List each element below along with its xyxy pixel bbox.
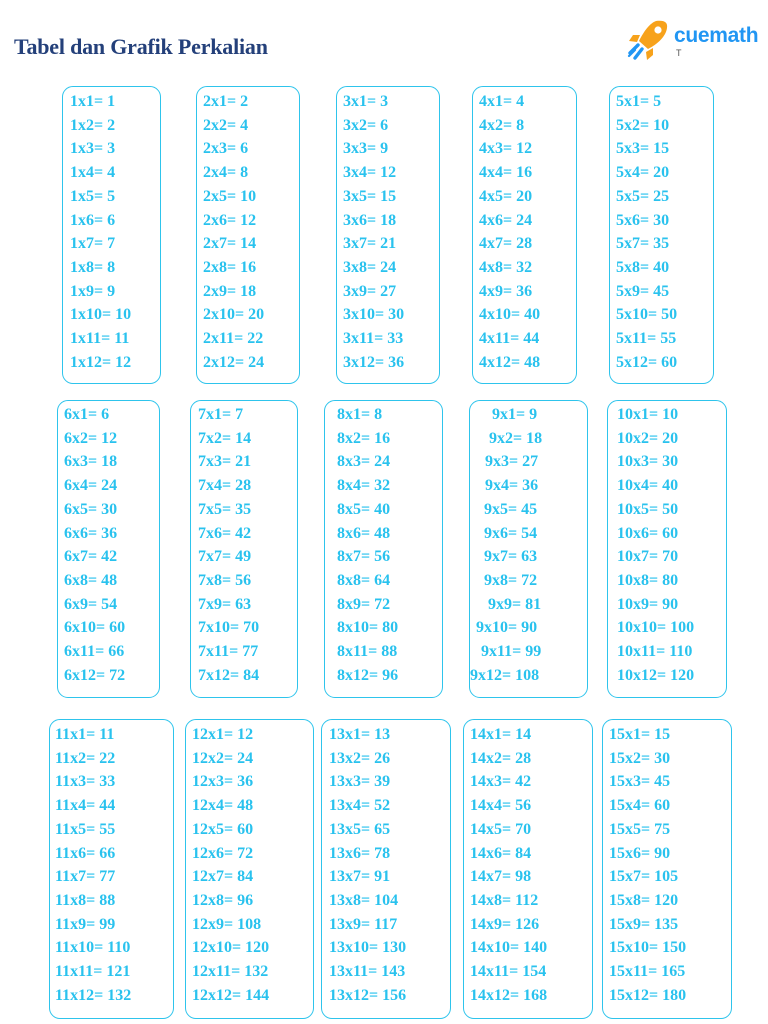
- table-row: 4x9= 36: [479, 282, 533, 300]
- table-row: 3x8= 24: [343, 258, 397, 276]
- table-row: 12x4= 48: [192, 797, 254, 815]
- table-row: 9x10= 90: [476, 619, 538, 637]
- table-row: 13x3= 39: [329, 773, 391, 791]
- table-row: 12x8= 96: [192, 891, 254, 909]
- logo-text: cuemath: [674, 24, 759, 47]
- table-row: 13x1= 13: [329, 726, 391, 743]
- table-row: 8x12= 96: [337, 666, 399, 684]
- table-row: 2x6= 12: [203, 211, 257, 229]
- table-row: 1x12= 12: [70, 353, 132, 371]
- table-row: 15x6= 90: [609, 844, 671, 862]
- table-row: 11x9= 99: [55, 915, 116, 933]
- table-row: 5x7= 35: [616, 235, 670, 253]
- table-row: 1x11= 11: [70, 330, 130, 347]
- table-row: 5x10= 50: [616, 306, 678, 324]
- table-row: 12x5= 60: [192, 820, 254, 838]
- table-row: 8x3= 24: [337, 453, 391, 471]
- table-row: 9x1= 9: [492, 406, 538, 423]
- table-row: 6x12= 72: [64, 666, 126, 684]
- table-row: 8x6= 48: [337, 524, 391, 542]
- table-row: 3x1= 3: [343, 93, 389, 110]
- table-row: 13x9= 117: [329, 915, 398, 933]
- table-row: 9x9= 81: [488, 595, 542, 613]
- table-row: 5x9= 45: [616, 282, 670, 300]
- table-row: 7x3= 21: [198, 453, 252, 471]
- table-row: 12x7= 84: [192, 868, 254, 886]
- table-row: 13x4= 52: [329, 797, 391, 815]
- table-row: 8x11= 88: [337, 643, 398, 660]
- table-row: 6x4= 24: [64, 477, 118, 495]
- table-row: 8x7= 56: [337, 548, 391, 566]
- table-row: 2x3= 6: [203, 140, 249, 158]
- table-row: 14x8= 112: [470, 891, 539, 909]
- table-row: 8x1= 8: [337, 406, 383, 423]
- table-row: 10x2= 20: [617, 429, 679, 447]
- table-row: 6x2= 12: [64, 429, 118, 447]
- table-row: 4x10= 40: [479, 306, 541, 324]
- table-row: 15x12= 180: [609, 986, 687, 1004]
- table-row: 2x4= 8: [203, 164, 249, 182]
- table-row: 9x8= 72: [484, 571, 538, 589]
- table-row: 2x8= 16: [203, 258, 257, 276]
- table-row: 12x9= 108: [192, 915, 262, 933]
- table-row: 13x12= 156: [329, 986, 407, 1004]
- table-row: 14x2= 28: [470, 749, 532, 767]
- table-row: 5x5= 25: [616, 187, 670, 205]
- table-row: 2x5= 10: [203, 187, 257, 205]
- table-row: 4x11= 44: [479, 330, 540, 347]
- table-row: 9x2= 18: [489, 429, 543, 447]
- table-row: 1x7= 7: [70, 235, 116, 253]
- cuemath-logo: [626, 18, 762, 64]
- table-row: 7x10= 70: [198, 619, 260, 637]
- table-row: 14x12= 168: [470, 986, 548, 1004]
- table-row: 4x5= 20: [479, 187, 533, 205]
- table-row: 10x6= 60: [617, 524, 679, 542]
- table-row: 15x4= 60: [609, 797, 671, 815]
- table-row: 1x5= 5: [70, 187, 116, 205]
- table-row: 8x9= 72: [337, 595, 391, 613]
- table-row: 5x6= 30: [616, 211, 670, 229]
- table-row: 14x4= 56: [470, 797, 532, 815]
- table-row: 3x10= 30: [343, 306, 405, 324]
- rocket-icon: [626, 18, 670, 64]
- table-row: 2x10= 20: [203, 306, 265, 324]
- table-row: 1x6= 6: [70, 211, 116, 229]
- table-row: 10x8= 80: [617, 571, 679, 589]
- table-row: 6x1= 6: [64, 406, 110, 423]
- table-row: 12x3= 36: [192, 773, 254, 791]
- table-row: 1x10= 10: [70, 306, 132, 324]
- table-row: 1x1= 1: [70, 93, 116, 110]
- table-row: 3x11= 33: [343, 330, 404, 347]
- table-row: 1x9= 9: [70, 282, 116, 300]
- table-row: 8x2= 16: [337, 429, 391, 447]
- table-row: 10x5= 50: [617, 500, 679, 518]
- table-row: 13x2= 26: [329, 749, 391, 767]
- table-row: 3x5= 15: [343, 187, 397, 205]
- table-row: 7x1= 7: [198, 406, 244, 423]
- table-row: 10x7= 70: [617, 548, 679, 566]
- table-row: 14x6= 84: [470, 844, 532, 862]
- table-row: 4x6= 24: [479, 211, 533, 229]
- table-row: 13x7= 91: [329, 868, 391, 886]
- table-row: 4x3= 12: [479, 140, 533, 158]
- table-row: 5x11= 55: [616, 330, 677, 347]
- table-row: 15x2= 30: [609, 749, 671, 767]
- table-row: 10x4= 40: [617, 477, 679, 495]
- table-row: 9x7= 63: [484, 548, 538, 566]
- table-row: 7x6= 42: [198, 524, 252, 542]
- table-row: 13x11= 143: [329, 963, 406, 980]
- table-row: 12x2= 24: [192, 749, 254, 767]
- table-row: 14x3= 42: [470, 773, 532, 791]
- table-row: 3x2= 6: [343, 116, 389, 134]
- table-row: 5x1= 5: [616, 93, 662, 110]
- table-row: 10x3= 30: [617, 453, 679, 471]
- table-row: 4x7= 28: [479, 235, 533, 253]
- table-row: 2x9= 18: [203, 282, 257, 300]
- page-title: Tabel dan Grafik Perkalian: [14, 34, 268, 59]
- table-row: 2x2= 4: [203, 116, 249, 134]
- table-row: 15x9= 135: [609, 915, 679, 933]
- table-row: 6x5= 30: [64, 500, 118, 518]
- table-row: 9x12= 108: [470, 666, 540, 684]
- table-row: 9x6= 54: [484, 524, 538, 542]
- table-row: 14x5= 70: [470, 820, 532, 838]
- table-row: 3x6= 18: [343, 211, 397, 229]
- table-row: 14x7= 98: [470, 868, 532, 886]
- table-row: 14x11= 154: [470, 963, 547, 980]
- table-row: 7x7= 49: [198, 548, 252, 566]
- table-row: 11x4= 44: [55, 797, 116, 815]
- table-row: 7x4= 28: [198, 477, 252, 495]
- table-row: 15x11= 165: [609, 963, 686, 980]
- table-row: 7x11= 77: [198, 643, 259, 660]
- table-row: 7x12= 84: [198, 666, 260, 684]
- table-row: 4x12= 48: [479, 353, 541, 371]
- table-row: 5x8= 40: [616, 258, 670, 276]
- table-row: 12x1= 12: [192, 726, 254, 743]
- table-row: 15x1= 15: [609, 726, 671, 743]
- table-row: 7x8= 56: [198, 571, 252, 589]
- table-row: 4x4= 16: [479, 164, 533, 182]
- table-row: 2x12= 24: [203, 353, 265, 371]
- table-row: 11x12= 132: [55, 986, 132, 1004]
- table-row: 3x4= 12: [343, 164, 397, 182]
- table-row: 11x2= 22: [55, 749, 116, 767]
- table-row: 12x10= 120: [192, 939, 270, 957]
- table-row: 5x2= 10: [616, 116, 670, 134]
- table-row: 11x6= 66: [55, 844, 116, 862]
- table-row: 6x8= 48: [64, 571, 118, 589]
- table-row: 6x10= 60: [64, 619, 126, 637]
- table-row: 1x2= 2: [70, 116, 116, 134]
- table-row: 4x1= 4: [479, 93, 525, 110]
- table-row: 4x8= 32: [479, 258, 533, 276]
- table-row: 10x11= 110: [617, 643, 693, 660]
- table-row: 3x12= 36: [343, 353, 405, 371]
- table-row: 1x4= 4: [70, 164, 116, 182]
- table-row: 8x4= 32: [337, 477, 391, 495]
- table-row: 2x7= 14: [203, 235, 257, 253]
- table-row: 11x8= 88: [55, 891, 116, 909]
- table-row: 14x10= 140: [470, 939, 548, 957]
- table-row: 8x5= 40: [337, 500, 391, 518]
- table-row: 6x6= 36: [64, 524, 118, 542]
- table-row: 2x11= 22: [203, 330, 264, 347]
- table-row: 6x7= 42: [64, 548, 118, 566]
- table-row: 15x8= 120: [609, 891, 679, 909]
- table-row: 2x1= 2: [203, 93, 249, 110]
- table-row: 3x3= 9: [343, 140, 389, 158]
- table-row: 15x5= 75: [609, 820, 671, 838]
- table-row: 5x3= 15: [616, 140, 670, 158]
- table-row: 9x11= 99: [481, 643, 542, 660]
- table-row: 6x9= 54: [64, 595, 118, 613]
- table-row: 11x10= 110: [55, 939, 131, 957]
- table-row: 7x5= 35: [198, 500, 252, 518]
- table-row: 12x6= 72: [192, 844, 254, 862]
- table-row: 6x3= 18: [64, 453, 118, 471]
- table-row: 6x11= 66: [64, 643, 125, 660]
- table-row: 7x2= 14: [198, 429, 252, 447]
- table-row: 10x9= 90: [617, 595, 679, 613]
- table-row: 12x11= 132: [192, 963, 269, 980]
- table-row: 12x12= 144: [192, 986, 270, 1004]
- table-row: 15x7= 105: [609, 868, 679, 886]
- table-row: 8x8= 64: [337, 571, 391, 589]
- table-row: 13x10= 130: [329, 939, 407, 957]
- table-row: 10x12= 120: [617, 666, 695, 684]
- table-row: 10x10= 100: [617, 619, 695, 637]
- table-row: 15x3= 45: [609, 773, 671, 791]
- table-row: 1x3= 3: [70, 140, 116, 158]
- trademark-mark: T: [676, 48, 682, 58]
- table-row: 7x9= 63: [198, 595, 252, 613]
- table-row: 13x8= 104: [329, 891, 399, 909]
- table-row: 11x11= 121: [55, 963, 131, 980]
- table-row: 3x9= 27: [343, 282, 397, 300]
- table-row: 11x5= 55: [55, 820, 116, 838]
- table-row: 11x1= 11: [55, 726, 115, 743]
- table-row: 5x12= 60: [616, 353, 678, 371]
- table-row: 13x6= 78: [329, 844, 391, 862]
- table-row: 14x1= 14: [470, 726, 532, 743]
- table-row: 4x2= 8: [479, 116, 525, 134]
- table-row: 15x10= 150: [609, 939, 687, 957]
- table-row: 9x4= 36: [485, 477, 539, 495]
- table-row: 9x3= 27: [485, 453, 539, 471]
- table-row: 3x7= 21: [343, 235, 397, 253]
- table-row: 1x8= 8: [70, 258, 116, 276]
- table-row: 13x5= 65: [329, 820, 391, 838]
- table-row: 8x10= 80: [337, 619, 399, 637]
- table-row: 9x5= 45: [484, 500, 538, 518]
- table-row: 11x7= 77: [55, 868, 116, 886]
- table-row: 14x9= 126: [470, 915, 540, 933]
- table-row: 11x3= 33: [55, 773, 116, 791]
- table-row: 10x1= 10: [617, 406, 679, 423]
- table-row: 5x4= 20: [616, 164, 670, 182]
